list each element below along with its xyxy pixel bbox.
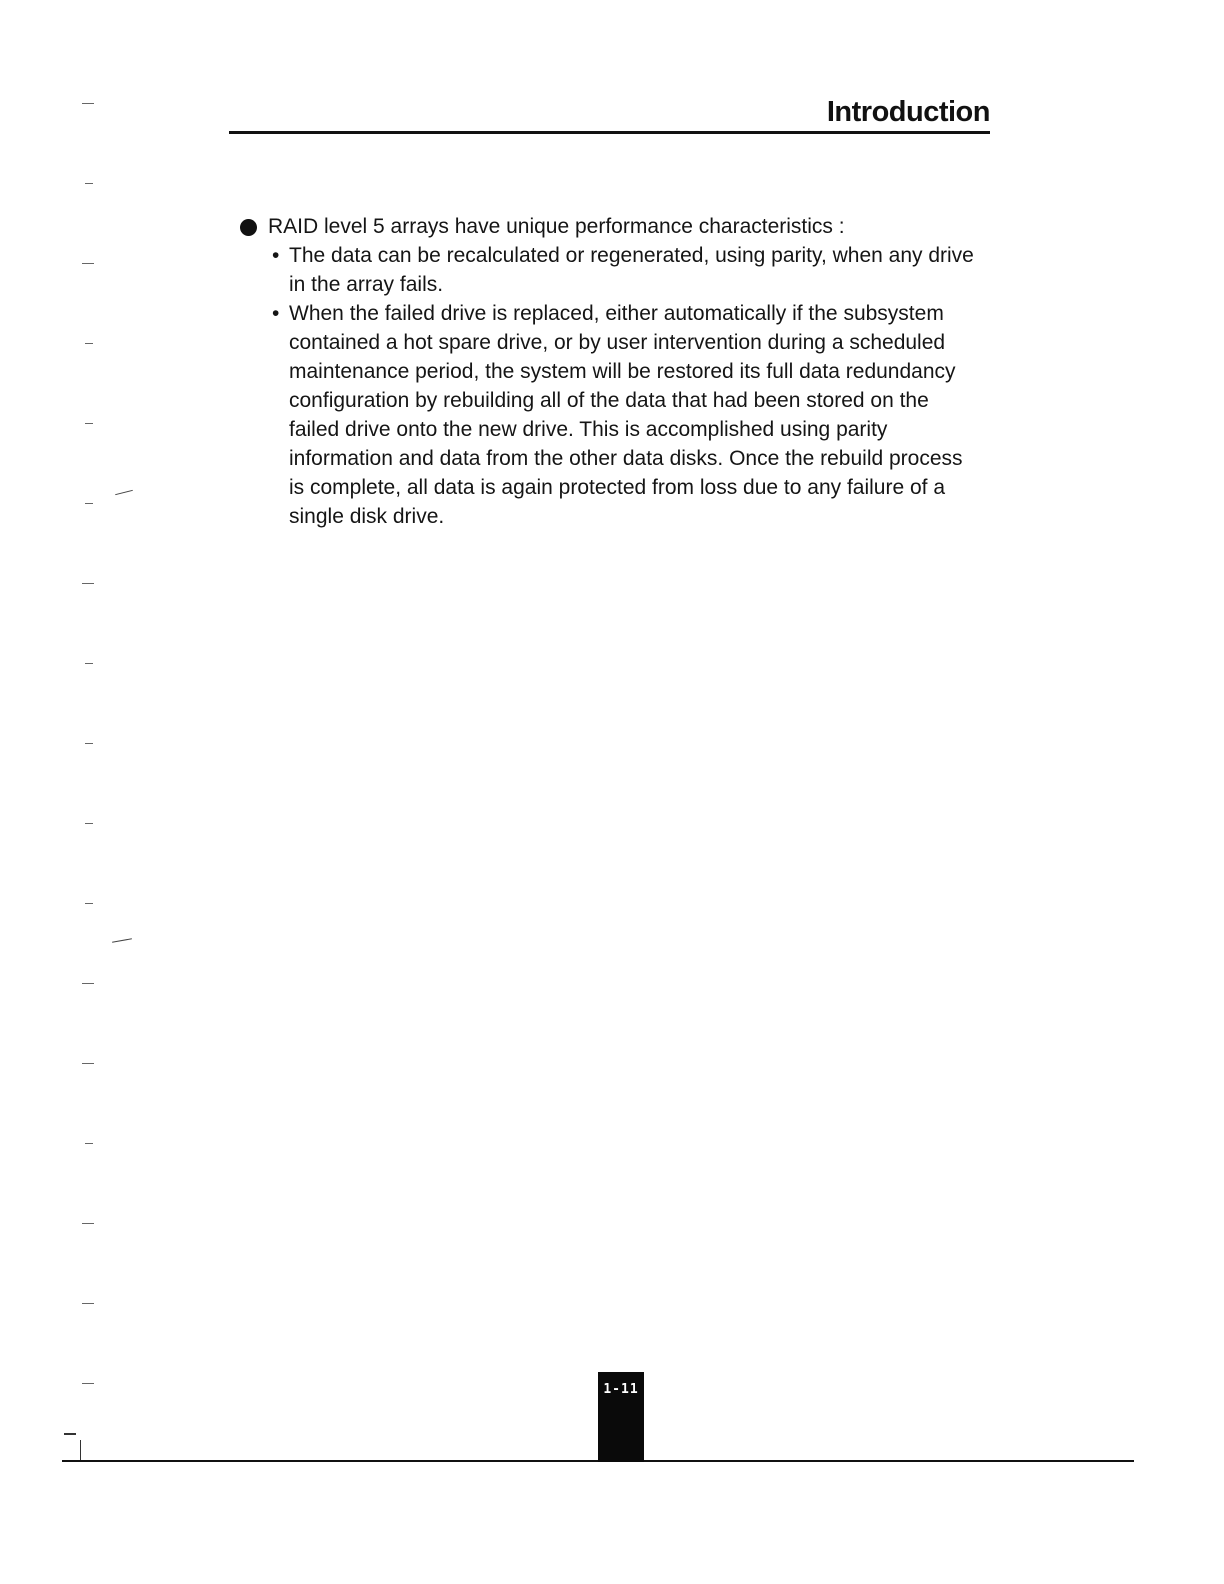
corner-crop-mark bbox=[64, 1433, 76, 1435]
sub-bullet-item bbox=[240, 241, 980, 299]
margin-mark bbox=[85, 343, 93, 344]
margin-mark bbox=[82, 1303, 94, 1304]
margin-mark bbox=[85, 423, 93, 424]
corner-crop-mark bbox=[80, 1440, 81, 1461]
header-rule bbox=[229, 131, 990, 134]
sub-bullet-list bbox=[240, 241, 980, 531]
page-number-tab bbox=[598, 1372, 644, 1462]
main-bullet-text: RAID level 5 arrays have unique performance characteristics : bbox=[268, 215, 845, 238]
sub-bullet-mark-icon: • bbox=[272, 244, 280, 267]
margin-mark bbox=[85, 1143, 93, 1144]
margin-mark bbox=[85, 503, 93, 504]
margin-mark bbox=[82, 263, 94, 264]
margin-mark bbox=[82, 103, 94, 104]
margin-mark bbox=[85, 743, 93, 744]
main-bullet-item bbox=[240, 212, 980, 241]
margin-mark bbox=[85, 903, 93, 904]
sub-bullet-text: When the failed drive is replaced, either automatically if the subsystem contained a hot spare drive, or by user intervention during a scheduled maintenance period, the system will be restored its full data redundancy configuration by rebuilding all of the data that had been stored on the failed drive onto the new drive. This is accomplished using parity information and data from the other data disks. Once the rebuild process is complete, all data is again protected from loss due to any failure of a single disk drive. bbox=[289, 302, 963, 528]
page-number: 1-11 bbox=[603, 1382, 639, 1397]
margin-mark bbox=[82, 983, 94, 984]
stray-scan-mark bbox=[115, 490, 133, 495]
document-body bbox=[240, 212, 980, 531]
margin-mark bbox=[82, 1383, 94, 1384]
margin-mark bbox=[85, 183, 93, 184]
margin-mark bbox=[82, 583, 94, 584]
bullet-dot-icon bbox=[240, 219, 257, 236]
sub-bullet-text: The data can be recalculated or regenerated, using parity, when any drive in the array fails. bbox=[289, 244, 974, 296]
stray-scan-mark bbox=[112, 938, 132, 942]
margin-mark bbox=[82, 1063, 94, 1064]
margin-mark bbox=[82, 1223, 94, 1224]
sub-bullet-item bbox=[240, 299, 980, 531]
sub-bullet-mark-icon: • bbox=[272, 302, 280, 325]
margin-mark bbox=[85, 663, 93, 664]
margin-mark bbox=[85, 823, 93, 824]
page-header-title: Introduction bbox=[826, 96, 990, 128]
